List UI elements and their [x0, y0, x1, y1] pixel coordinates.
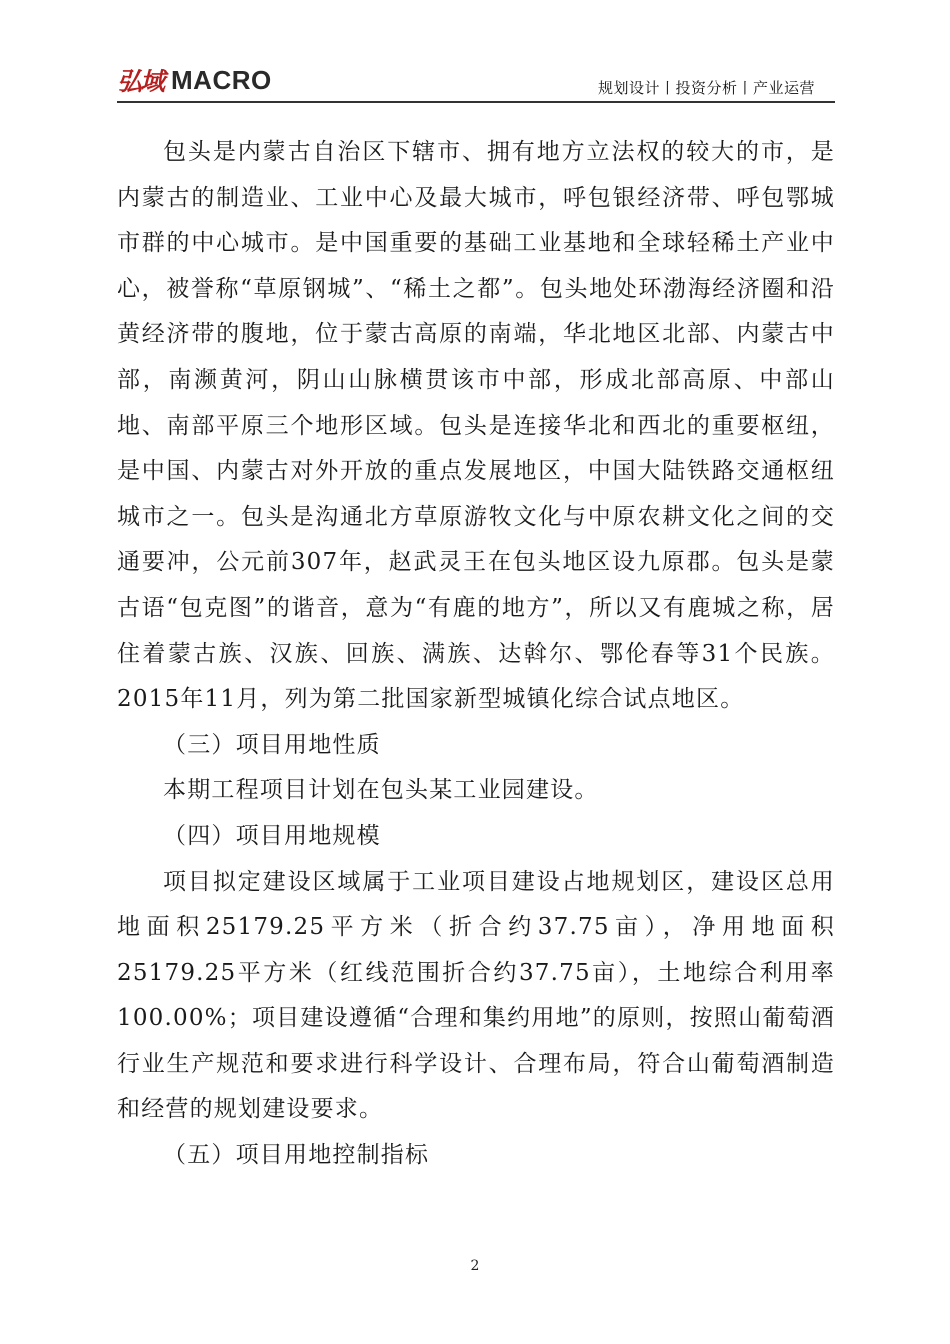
paragraph-land-nature: 本期工程项目计划在包头某工业园建设。: [163, 777, 599, 804]
header-divider: [117, 101, 835, 103]
paragraph-land-scale: 项目拟定建设区域属于工业项目建设占地规划区，建设区总用地面积25179.25平方米（折合约37.75亩），净用地面积25179.25平方米（红线范围折合约37.75亩），土地综合利用率100.00%；项目建设遵循“合理和集约用地”的原则，按照山葡萄酒行业生产规范和要求进行科学设计、合理布局，符合山葡萄酒制造和经营的规划建设要求。: [117, 868, 835, 1123]
logo-english-text: MACRO: [171, 64, 272, 95]
company-logo: [117, 62, 272, 98]
logo-chinese-text: 弘域: [117, 67, 164, 96]
page-number: 2: [470, 1258, 480, 1274]
page-header: [117, 62, 835, 102]
section-heading-land-control: （五）项目用地控制指标: [163, 1142, 430, 1169]
paragraph-baotou-overview: 包头是内蒙古自治区下辖市、拥有地方立法权的较大的市，是内蒙古的制造业、工业中心及最大城市，呼包银经济带、呼包鄂城市群的中心城市。是中国重要的基础工业基地和全球轻稀土产业中心，被誉称“草原钢城”、“稀土之都”。包头地处环渤海经济圈和沿黄经济带的腹地，位于蒙古高原的南端，华北地区北部、内蒙古中部，南濒黄河，阴山山脉横贯该市中部，形成北部高原、中部山地、南部平原三个地形区域。包头是连接华北和西北的重要枢纽，是中国、内蒙古对外开放的重点发展地区，中国大陆铁路交通枢纽城市之一。包头是沟通北方草原游牧文化与中原农耕文化之间的交通要冲，公元前307年，赵武灵王在包头地区设九原郡。包头是蒙古语“包克图”的谐音，意为“有鹿的地方”，所以又有鹿城之称，居住着蒙古族、汉族、回族、满族、达斡尔、鄂伦春等31个民族。2015年11月，列为第二批国家新型城镇化综合试点地区。: [117, 139, 835, 713]
document-body: [117, 130, 835, 1179]
section-heading-land-scale: （四）项目用地规模: [163, 822, 381, 849]
section-heading-land-nature: （三）项目用地性质: [163, 731, 381, 758]
header-tagline: 规划设计丨投资分析丨产业运营: [597, 79, 815, 97]
